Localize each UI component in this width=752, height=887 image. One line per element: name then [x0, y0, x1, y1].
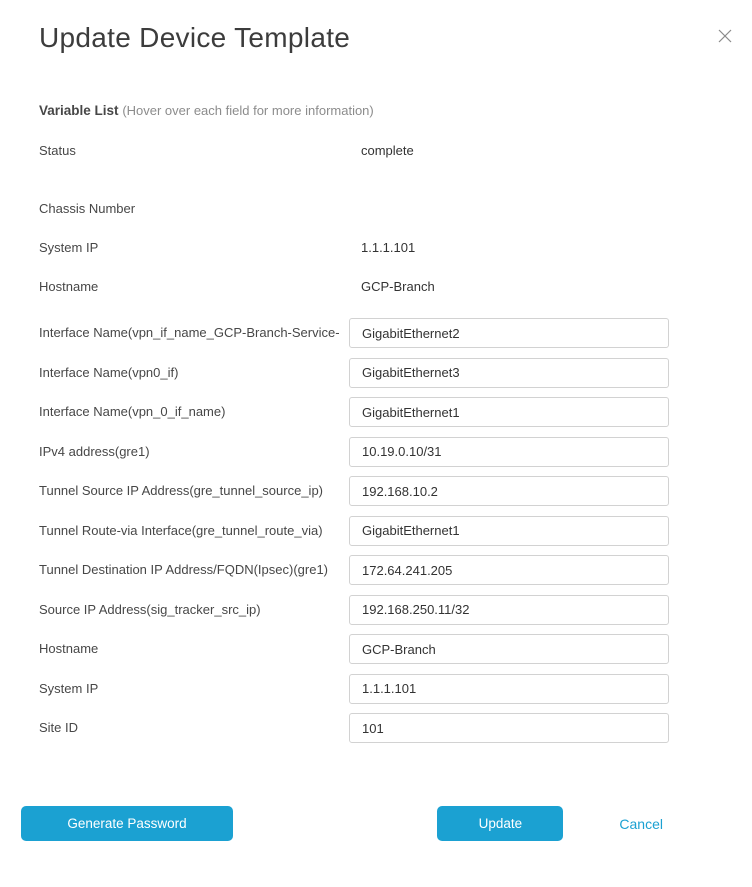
field-input[interactable]	[349, 476, 669, 506]
field-label: IPv4 address(gre1)	[39, 443, 150, 459]
field-input[interactable]	[349, 516, 669, 546]
field-label: Tunnel Destination IP Address/FQDN(Ipsec)(gre1)	[39, 562, 329, 577]
field-input[interactable]	[349, 318, 669, 348]
static-field-row	[0, 143, 752, 159]
field-label: Tunnel Route-via Interface(gre_tunnel_route_via)	[39, 522, 323, 538]
field-label: Status	[39, 143, 76, 158]
input-field-row	[0, 674, 752, 704]
field-label: Interface Name(vpn_0_if_name)	[39, 404, 226, 419]
dialog-footer	[0, 806, 752, 841]
field-input[interactable]	[349, 397, 669, 427]
input-field-row	[0, 595, 752, 625]
static-field-row	[0, 279, 752, 295]
input-field-list	[0, 318, 752, 743]
field-label: Tunnel Source IP Address(gre_tunnel_source_ip)	[39, 483, 324, 498]
variable-list-label: Variable List	[39, 103, 119, 118]
input-field-row	[0, 555, 752, 585]
field-label: Chassis Number	[39, 201, 136, 216]
field-value: complete	[361, 143, 414, 158]
field-input[interactable]	[349, 674, 669, 704]
close-icon-glyph	[717, 28, 733, 44]
input-field-row	[0, 713, 752, 743]
static-field-row	[0, 201, 752, 217]
field-value: GCP-Branch	[361, 279, 435, 294]
input-field-row	[0, 516, 752, 546]
page-title: Update Device Template	[39, 22, 351, 53]
static-field-list	[0, 143, 752, 295]
update-device-template-dialog	[0, 22, 752, 887]
field-input[interactable]	[349, 634, 669, 664]
static-field-row	[0, 240, 752, 256]
field-label: System IP	[39, 240, 99, 255]
cancel-link[interactable]: Cancel	[619, 815, 663, 832]
variable-list-hint: (Hover over each field for more information)	[122, 103, 374, 118]
generate-password-button[interactable]: Generate Password	[21, 806, 233, 841]
input-field-row	[0, 476, 752, 506]
close-icon[interactable]	[716, 27, 734, 45]
field-label: Hostname	[39, 641, 99, 656]
field-input[interactable]	[349, 595, 669, 625]
field-input[interactable]	[349, 358, 669, 388]
input-field-row	[0, 437, 752, 467]
field-label: Interface Name(vpn_if_name_GCP-Branch-Service-	[39, 325, 340, 340]
update-button[interactable]: Update	[437, 806, 563, 841]
input-field-row	[0, 318, 752, 348]
field-input[interactable]	[349, 713, 669, 743]
field-label: Interface Name(vpn0_if)	[39, 364, 179, 380]
field-input[interactable]	[349, 555, 669, 585]
field-label: Site ID	[39, 720, 79, 735]
footer-action-group	[437, 806, 663, 841]
input-field-row	[0, 397, 752, 427]
input-field-row	[0, 634, 752, 664]
field-label: Source IP Address(sig_tracker_src_ip)	[39, 601, 261, 617]
field-value: 1.1.1.101	[361, 240, 416, 255]
field-input[interactable]	[349, 437, 669, 467]
field-label: Hostname	[39, 279, 99, 294]
variable-list-heading	[39, 103, 713, 119]
field-label: System IP	[39, 680, 99, 696]
input-field-row	[0, 358, 752, 388]
